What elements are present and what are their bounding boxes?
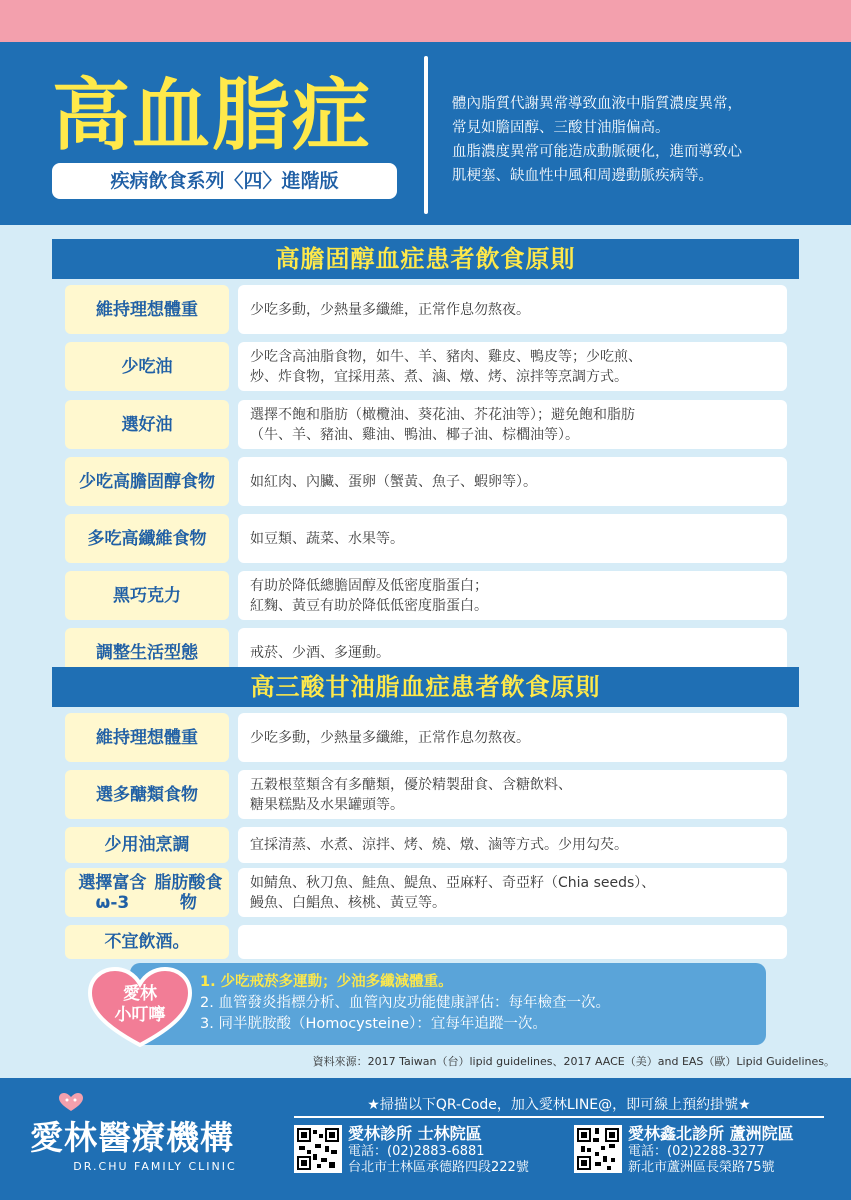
header-divider [424,56,428,214]
guideline-label [65,285,229,334]
tips-list [200,972,760,1035]
guideline-desc [238,285,787,334]
clinic-shilin [348,1124,529,1176]
guideline-label [65,400,229,449]
guideline-label [65,457,229,506]
guideline-desc-line: 五穀根莖類含有多醣類，優於精製甜食、含糖飲料、 [250,776,572,793]
qr-code-icon[interactable] [574,1125,622,1173]
tip-item: 3. 同半胱胺酸（Homocysteine）：宜每年追蹤一次。 [200,1016,547,1032]
guideline-desc-line: 少吃含高油脂食物，如牛、羊、豬肉、雞皮、鴨皮等；少吃煎、 [250,348,642,365]
guideline-row [65,342,787,391]
tip-item: 2. 血管發炎指標分析、血管內皮功能健康評估：每年檢查一次。 [200,995,610,1011]
guideline-label [65,514,229,563]
guideline-row [65,400,787,449]
guideline-label-line: 選多醣類食物 [96,784,198,805]
guideline-label-line: 脂肪酸食物 [154,872,223,913]
guideline-label-line: 黑巧克力 [113,585,181,606]
logo-heart-icon [58,1092,84,1112]
guideline-desc-line: 宜採清蒸、水煮、涼拌、烤、燒、燉、滷等方式。少用勾芡。 [250,837,628,853]
tip-item: 1. 少吃戒菸多運動；少油多纖減體重。 [200,974,453,990]
qr-code-icon[interactable] [294,1125,342,1173]
guideline-label-line: 固醇食物 [147,471,215,492]
guideline-label [65,925,229,959]
guideline-desc-line: 炒、炸食物，宜採用蒸、煮、滷、燉、烤、涼拌等烹調方式。 [250,368,628,385]
guideline-desc [238,868,787,917]
guideline-desc [238,514,787,563]
guideline-desc-line: 紅麴、黃豆有助於降低低密度脂蛋白。 [250,597,488,614]
guideline-row [65,770,787,819]
guideline-desc [238,770,787,819]
source-note: 資料來源：2017 Taiwan（台）lipid guidelines、2017 AACE（美）and EAS（歐）Lipid Guidelines。 [312,1055,835,1068]
guideline-label [65,713,229,762]
section-heading-triglyceride: 高三酸甘油脂血症患者飲食原則 [52,667,799,707]
guideline-desc-line: 如紅肉、內臟、蛋卵（蟹黃、魚子、蝦卵等）。 [250,473,537,490]
intro-line: 常見如膽固醇、三酸甘油脂偏高。 [452,120,670,136]
guideline-row [65,868,787,917]
guideline-desc-line: 有助於降低總膽固醇及低密度脂蛋白； [250,577,488,594]
guideline-label-line: 理想體重 [130,727,198,748]
guideline-label-line: 調整生活型態 [96,642,198,663]
tips-badge [96,984,184,1026]
footer-divider [294,1116,824,1118]
clinic-phone: 電話：(02)2288-3277 [628,1144,765,1159]
brand-english: DR.CHU FAMILY CLINIC [73,1160,237,1173]
intro-line: 血脂濃度異常可能造成動脈硬化，進而導致心 [452,144,742,160]
tips-badge-line: 愛林 [123,984,157,1004]
guideline-label-line: 維持 [96,299,130,320]
guideline-label-line: 少吃高膽 [79,471,147,492]
guideline-row [65,457,787,506]
guideline-desc-line: 少吃多動，少熱量多纖維，正常作息勿熬夜。 [250,729,530,746]
guideline-row [65,713,787,762]
guideline-row [65,571,787,620]
intro-text [452,92,832,188]
clinic-luzhou [628,1124,794,1176]
clinic-phone: 電話：(02)2883-6881 [348,1144,485,1159]
guideline-row [65,514,787,563]
guideline-desc [238,925,787,959]
guideline-label-line: 選擇富含ω-3 [78,872,147,913]
guideline-row [65,285,787,334]
guideline-desc-line: 如鯖魚、秋刀魚、鮭魚、鯷魚、亞麻籽、奇亞籽（Chia seeds）、 [250,874,656,891]
guideline-row [65,827,787,863]
guideline-desc [238,342,787,391]
page-title: 高血脂症 [52,71,373,161]
guideline-desc-line: 如豆類、蔬菜、水果等。 [250,530,404,547]
guideline-label-line: 維持 [96,727,130,748]
brand-name: 愛林醫療機構 [30,1118,234,1157]
guideline-label [65,770,229,819]
clinic-address: 新北市蘆洲區長榮路75號 [628,1160,775,1175]
guideline-desc-line: 糖果糕點及水果罐頭等。 [250,796,404,813]
tips-badge-line: 小叮嚀 [114,1005,166,1025]
section-heading-cholesterol: 高膽固醇血症患者飲食原則 [52,239,799,279]
guideline-label [65,571,229,620]
clinic-name: 愛林診所 士林院區 [348,1124,482,1143]
guideline-desc [238,571,787,620]
qr-instruction: ★掃描以下QR-Code，加入愛林LINE@，即可線上預約掛號★ [367,1097,751,1113]
guideline-label [65,868,229,917]
series-subtitle: 疾病飲食系列〈四〉進階版 [52,163,397,199]
guideline-label-line: 少吃油 [121,356,173,377]
guideline-label-line: 不宜飲酒。 [104,932,190,952]
guideline-label-line: 少用油烹調 [104,835,190,855]
guideline-desc-line: 戒菸、少酒、多運動。 [250,644,390,661]
guideline-desc-line: 少吃多動，少熱量多纖維，正常作息勿熬夜。 [250,301,530,318]
guideline-row [65,925,787,959]
clinic-name: 愛林鑫北診所 蘆洲院區 [628,1124,794,1143]
guideline-desc [238,713,787,762]
guideline-desc [238,827,787,863]
guideline-label-line: 高纖維食物 [121,528,207,549]
guideline-label-line: 多吃 [87,528,122,549]
guideline-desc [238,457,787,506]
guideline-label-line: 理想體重 [130,299,198,320]
guideline-desc [238,400,787,449]
clinic-address: 台北市士林區承德路四段222號 [348,1160,529,1175]
guideline-label-line: 選好油 [121,414,173,435]
guideline-desc-line: （牛、羊、豬油、雞油、鴨油、椰子油、棕櫚油等）。 [250,426,579,443]
intro-line: 體內脂質代謝異常導致血液中脂質濃度異常， [452,96,742,112]
intro-line: 肌梗塞、缺血性中風和周邊動脈疾病等。 [452,168,713,184]
guideline-label [65,342,229,391]
top-pink-band [0,0,851,42]
guideline-desc-line: 選擇不飽和脂肪（橄欖油、葵花油、芥花油等）；避免飽和脂肪 [250,406,635,423]
guideline-desc-line: 鰻魚、白鯧魚、核桃、黃豆等。 [250,894,446,911]
guideline-label [65,827,229,863]
